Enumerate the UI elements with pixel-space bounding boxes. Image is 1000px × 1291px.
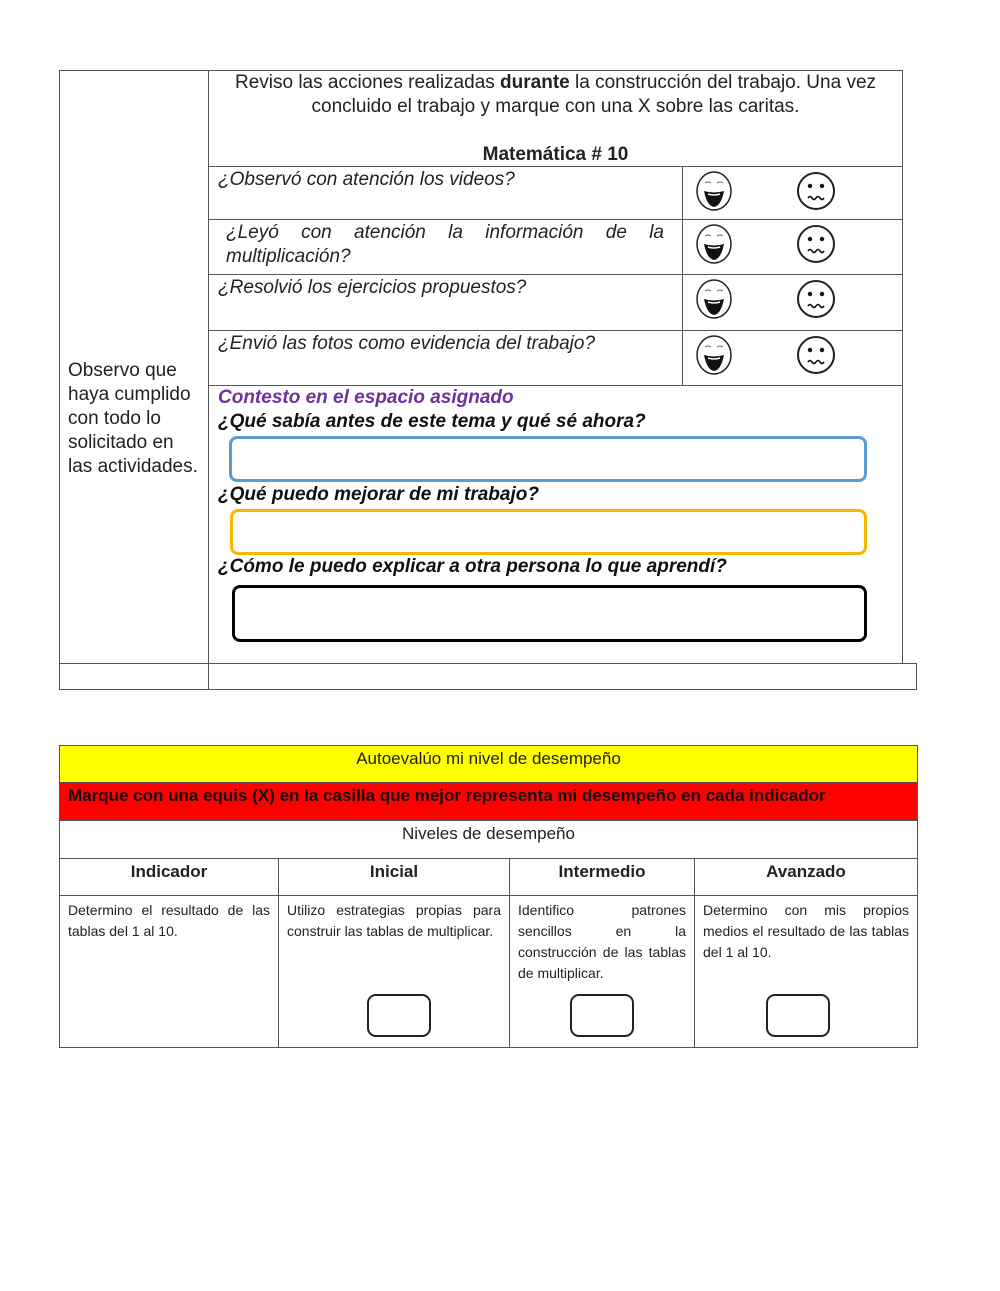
levels-label: Niveles de desempeño <box>59 820 918 859</box>
subject-title: Matemática # 10 <box>482 144 629 165</box>
instructions-bold: durante <box>500 72 570 93</box>
indicator-cell: Determino el resultado de las tablas del 1 al 10. <box>59 895 279 1048</box>
happy-face-icon[interactable] <box>694 334 734 376</box>
prompt-1: ¿Qué sabía antes de este tema y qué sé ahora? <box>218 411 646 432</box>
col-intermedio: Intermedio <box>509 858 695 896</box>
happy-face-icon[interactable] <box>694 278 734 320</box>
instructions <box>209 71 902 119</box>
empty-cell-right <box>208 663 917 690</box>
instructions-post: la construcción del trabajo. Una vez concluido el trabajo y marque con una X sobre las caritas. <box>311 72 877 117</box>
left-label-cell <box>59 70 209 664</box>
checkbox-avanzado[interactable] <box>766 994 830 1037</box>
question-row <box>208 330 683 386</box>
avanzado-text: Determino con mis propios medios el resultado de las tablas del 1 al 10. <box>703 902 909 960</box>
question-text: ¿Envió las fotos como evidencia del trabajo? <box>218 333 596 354</box>
faces-cell <box>682 219 903 275</box>
happy-face-icon[interactable] <box>694 170 734 212</box>
empty-cell-left <box>59 663 209 690</box>
answer-box-1[interactable] <box>229 436 867 482</box>
sad-face-icon[interactable] <box>796 278 836 320</box>
prompt-3: ¿Cómo le puedo explicar a otra persona lo que aprendí? <box>218 556 727 577</box>
instructions-cell <box>208 70 903 167</box>
performance-instruction: Marque con una equis (X) en la casilla que mejor representa mi desempeño en cada indicador <box>59 782 918 821</box>
sad-face-icon[interactable] <box>796 170 836 212</box>
faces-cell <box>682 274 903 331</box>
prompt-2: ¿Qué puedo mejorar de mi trabajo? <box>218 484 539 505</box>
question-row <box>208 274 683 331</box>
checkbox-inicial[interactable] <box>367 994 431 1037</box>
col-avanzado: Avanzado <box>694 858 918 896</box>
left-label: Observo que haya cumplido con todo lo solicitado en las actividades. <box>68 360 198 477</box>
answer-box-3[interactable] <box>232 585 867 642</box>
reflection-cell <box>208 385 903 664</box>
inicial-text: Utilizo estrategias propias para construir las tablas de multiplicar. <box>287 902 501 939</box>
answer-box-2[interactable] <box>230 509 867 555</box>
sad-face-icon[interactable] <box>796 334 836 376</box>
question-text: ¿Leyó con atención la información de la multiplicación? <box>226 222 664 267</box>
faces-cell <box>682 330 903 386</box>
instructions-pre: Reviso las acciones realizadas <box>234 72 501 93</box>
intermedio-text: Identifico patrones sencillos en la construcción de las tablas de multiplicar. <box>518 902 686 981</box>
reflection-heading: Contesto en el espacio asignado <box>218 387 514 408</box>
question-text: ¿Resolvió los ejercicios propuestos? <box>218 277 527 298</box>
col-inicial: Inicial <box>278 858 510 896</box>
faces-cell <box>682 166 903 220</box>
sad-face-icon[interactable] <box>796 223 836 265</box>
performance-title: Autoevalúo mi nivel de desempeño <box>59 745 918 783</box>
checkbox-intermedio[interactable] <box>570 994 634 1037</box>
happy-face-icon[interactable] <box>694 223 734 265</box>
question-text: ¿Observó con atención los videos? <box>218 169 515 190</box>
question-row <box>208 166 683 220</box>
col-indicador: Indicador <box>59 858 279 896</box>
question-row <box>208 219 683 275</box>
